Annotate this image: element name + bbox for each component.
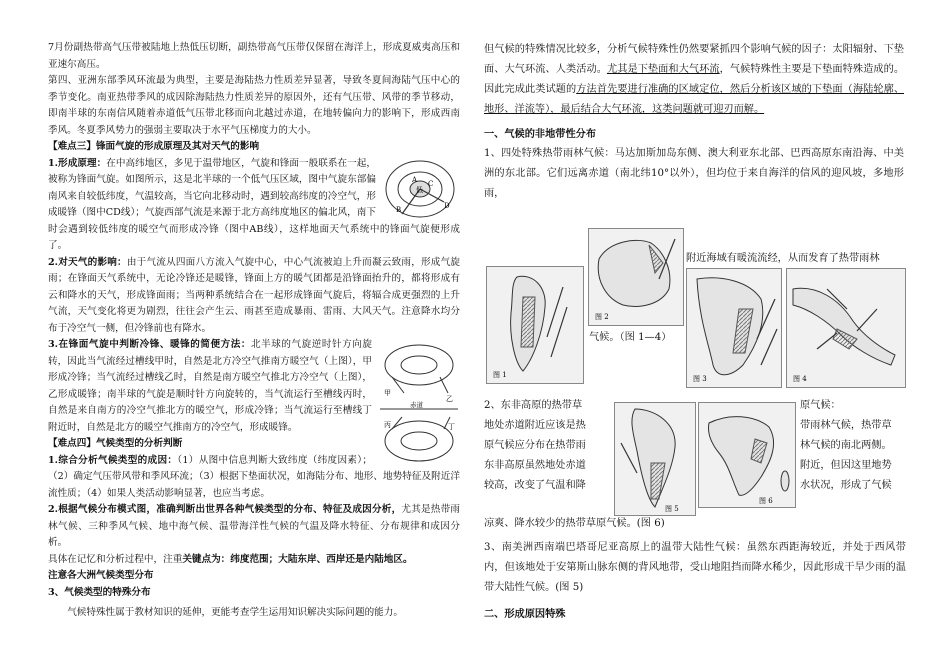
patagonia-text: 3、南美洲西南端巴塔哥尼亚高原上的温带大陆性气候：虽然东西距海较近，并处于西风带内，但该地处于安第斯山脉东侧的背风地带，受山地阻挡而降水稀少，因此形成干旱少雨的温带大陆性气候。(图 5) [484,542,906,593]
climate-pattern-text: 尤其是热带雨林气候、三种季风气候、地中海气候、温带海洋性气候的气温及降水特征、分布规律和成因分析。 [48,504,461,548]
formation-text: 在中高纬地区，多见于温带地区，气旋和锋面一般联系在一起，被称为锋面气旋。如图所示，这是北半球的一个低气压区域，图中气旋东部偏南风来自较低纬度，气温较高，当它向北移动时，遇到较高纬度的冷空气，形成暖锋（图中CD线）；气旋西部气流是来源于北方高纬度地区的偏北风，南下时会遇到较低纬度的暖空气而形成冷锋（图中AB线），这样地面天气系统中的锋面气旋便形成了。 [48,157,460,251]
map-4-svg [787,269,905,387]
cyclone-label-c: C [428,179,434,188]
memory-key: 关键点为：纬度范围；大陆东岸、西岸还是内陆地区。 [182,553,413,565]
map-3-svg [687,269,781,387]
continent-note: 注意各大洲气候类型分布 [48,570,154,581]
savanna-right-3: 林气候的南北两侧。 [800,440,892,451]
intro-text-a: 但气候的特殊情况比较多，分析气候特殊性仍然要紧抓四个影响气候的因子：太阳辐射、下垫面、大气环流、人类活动。 [484,44,904,75]
map-4-caption: 图 4 [793,375,807,383]
trough-label-ding: 丁 [448,423,455,431]
map-6-caption: 图 6 [759,497,773,505]
savanna-line-1: 2、东非高原的热带草 [484,400,583,411]
rainforest-text-b: 附近海域有暖流流经，从而发育了热带雨林 [686,253,880,264]
figure-6-east-africa [698,402,796,508]
paragraph-monsoon: 第四、亚洲东部季风环流最为典型，主要是海陆热力性质差异显著，导致冬夏间海陆气压中心的季节变化。南亚热带季风的成因除海陆热力性质差异的原因外，还有气压带、风带的季节移动，即南半球的东南信风随着赤道低气压带北移而向北越过赤道，在地转偏向力的影响下，形成西南季风。冬夏季风势力的强弱主要取决于水平气压梯度力的大小。 [48,75,460,136]
map-6-svg [699,403,795,507]
cyclone-diagram [382,156,460,222]
special-distribution-heading: 3、气候类型的特殊分布 [48,586,151,598]
savanna-line-3: 原气候应分布在热带雨 [484,440,586,451]
savanna-right-1: 原气候： [800,400,841,411]
left-column [48,40,460,622]
judgement-text: 北半球的气旋逆时针方向旋转，因此当气流经过槽线甲时，自然是北方冷空气推南方暖空气（上图），甲形成冷锋；当气流经过槽线乙时，自然是南方暖空气推北方冷空气（上图），乙形成暖锋；南半球的气旋是顺时针方向旋转的，当气流运行至槽线丙时，自然是来自南方的冷空气推北方的暖空气，形成冷锋；当气流运行至槽线丁附近时，自然是北方的暖空气推南方的冷空气，形成暖锋。 [48,339,373,433]
map-1-caption: 图 1 [493,371,507,379]
map-5-svg [615,403,695,515]
savanna-text-right [800,396,910,496]
cyclone-label-d: D [444,201,450,210]
heading-difficulty-3: 【难点三】锋面气旋的形成原理及其对天气的影响 [48,141,260,152]
cyclone-label-b: B [396,205,402,214]
climate-cause-text: （1）从图中信息判断大致纬度（纬度因素）；（2）确定气压带风带和季风环流；（3）根据下垫面状况，如海陆分布、地形、地势特征及附近洋流性质；（4）如果人类活动影响显著，也应当考虑。 [48,454,460,499]
right-bottom [484,514,906,624]
map-1-svg [487,267,583,383]
savanna-line-4: 东非高原虽然地处赤道 [484,460,586,471]
judgement-title: 3.在锋面气旋中判断冷锋、暖锋的简便方法： [48,339,251,350]
figure-1-madagascar [486,266,584,384]
savanna-text-left [484,396,616,496]
section-front-judgement [48,337,460,436]
heading-difficulty-4: 【难点四】气候类型的分析判断 [48,438,183,449]
cyclone-svg [382,156,460,222]
map-3-caption: 图 3 [693,375,707,383]
weather-text: 由于气流从四面八方流入气旋中心，中心气流被迫上升而凝云致雨，形成气旋雨；在锋面天气系统中，无论冷锋还是暖锋，锋面上方的暖气团都是沿锋面抬升的，都将形成有云和降水的天气，形成锋面雨；当两种系统结合在一起形成锋面气旋后，将辐合成更强烈的上升气流，天气变化将更为剧烈，往往会产生云、雨甚至造成暴雨、雷雨、大风天气。注意降水均分布于冷空气一侧，但冷锋前也有降水。 [48,256,461,334]
figure-5-patagonia [614,402,696,516]
figure-3-brazil [686,268,782,388]
formation-title: 1.形成原理： [48,157,107,169]
rainforest-text-a: 1、四处特殊热带雨林气候：马达加斯加岛东侧、澳大利亚东北部、巴西高原东南沿海、中美洲的东北部。它们远离赤道（南北纬10°以外），但均位于来自海洋的信风的迎风坡，多地形雨， [484,148,904,199]
trough-label-bing: 丙 [384,421,391,429]
cyclone-label-a: A [412,175,418,184]
map-2-caption: 图 2 [595,313,609,321]
memory-pre: 具体在记忆和分析过程中，注重 [48,553,183,565]
trough-diagram [378,337,460,469]
paragraph-pressure-belt: 7月份副热带高气压带被陆地上热低压切断，副热带高气压带仅保留在海洋上，形成夏威夷高压和亚速尔高压。 [48,42,460,70]
savanna-right-2: 带雨林气候，热带草 [800,420,892,431]
right-column [484,40,904,204]
intro-underline-1: 尤其是下垫面和大气环流 [606,64,720,75]
map-5-caption: 图 5 [665,505,679,513]
savanna-line-5: 较高，改变了气温和降 [484,480,586,491]
cyclone-label-low: 低 [416,185,423,194]
trough-svg [378,337,460,469]
savanna-right-4: 附近，但因这里地势 [800,460,892,471]
special-distribution-text: 气候特殊性属于教材知识的延伸，更能考查学生运用知识解决实际问题的能力。 [67,607,403,618]
figure-2-australia [588,228,684,326]
figure-4-central-america [786,268,906,388]
intro-underline-2: 方法首先要进行准确的区域定位，然后分析该区域的下垫面（海陆轮廓、地形、洋流等），最后结合大气环流，这类问题就可迎刃而解。 [484,84,905,115]
climate-cause-title: 1.综合分析气候类型的成因： [48,454,178,466]
section-formation [48,156,460,255]
weather-title: 2.对天气的影响： [48,256,127,268]
trough-label-yi: 乙 [446,395,453,403]
trough-label-jia: 甲 [384,389,391,397]
heading-special-causes: 二、形成原因特殊 [484,608,566,620]
savanna-conclusion: 凉爽、降水较少的热带草原气候。(图 6) [484,518,665,529]
savanna-line-2: 地处赤道附近应该是热 [484,420,586,431]
map-2-svg [589,229,683,325]
rainforest-text-c: 气候。（图 1—4） [589,332,672,343]
climate-pattern-title: 2.根据气候分布模式图，准确判断出世界各种气候类型的分布、特征及成因分析， [48,504,402,515]
heading-azonal: 一、气候的非地带性分布 [484,128,597,140]
trough-label-equator: 赤道 [410,401,423,409]
intro-text-b: ，气候特殊性主要是下垫面特殊造成的。因此完成此类试题的 [484,64,905,95]
savanna-right-5: 水状况，形成了气候 [800,480,892,491]
